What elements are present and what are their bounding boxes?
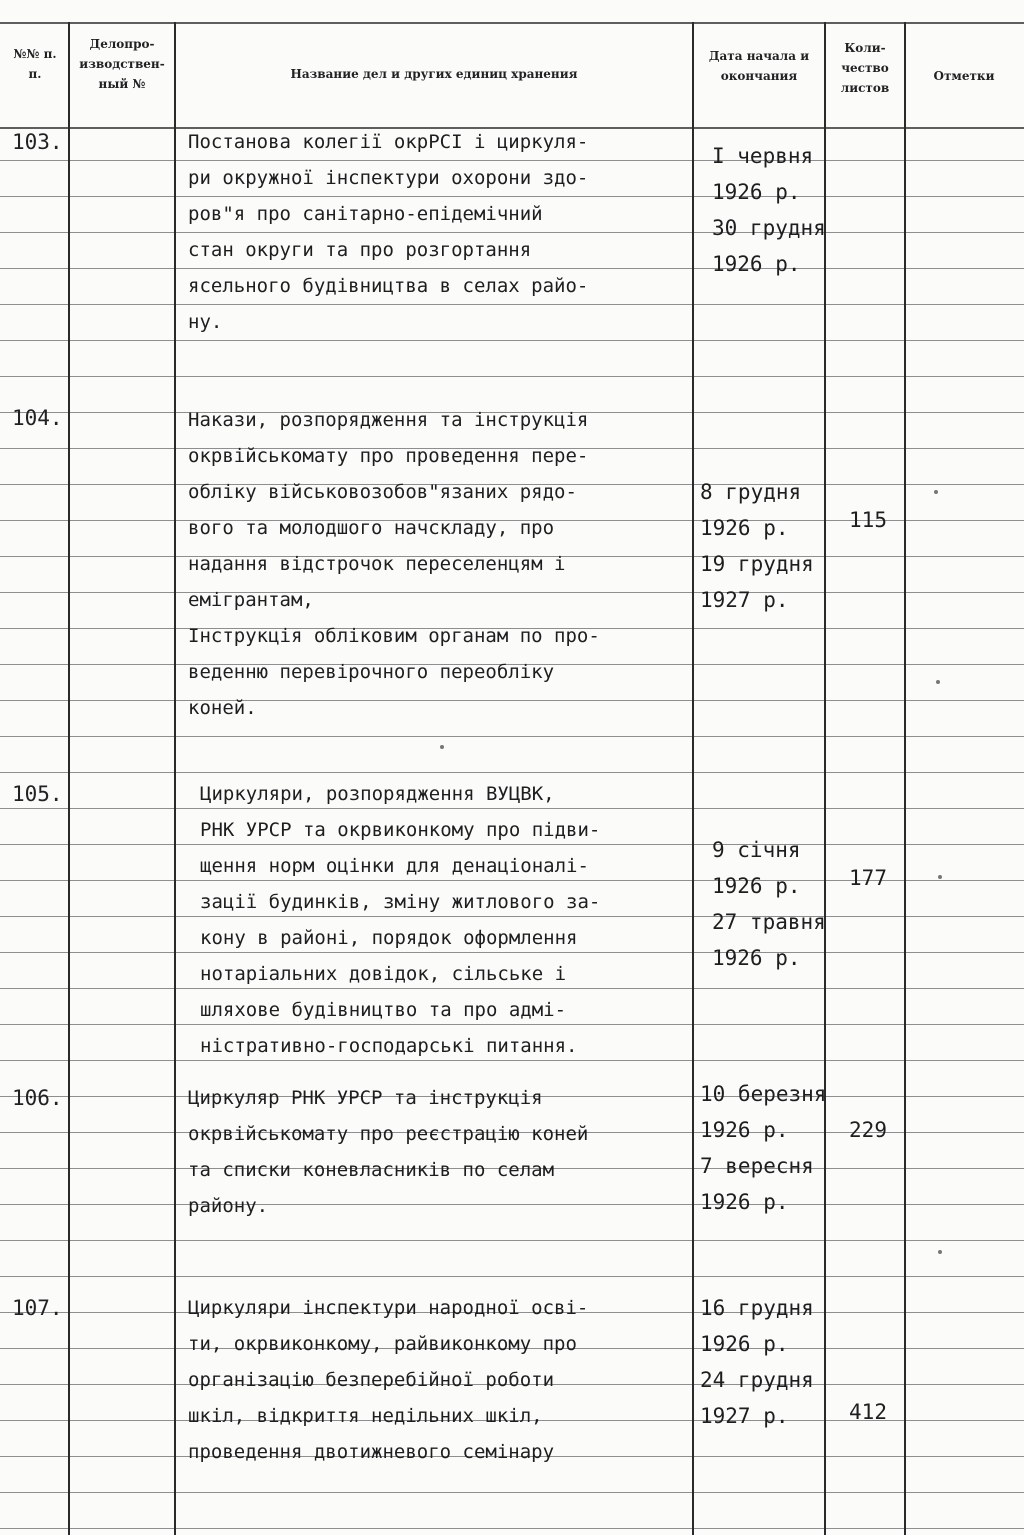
row-dates: 16 грудня 1926 р. 24 грудня 1927 р. [700,1296,814,1428]
row-number: 104. [12,406,63,430]
header-num: №№ п. п. [13,47,57,81]
row-description: Накази, розпорядження та інструкція окрвійськомату про проведення пере- обліку військовозобов"язаних рядо- вого та молодшого начскладу, про надання відстрочок переселенцям і емігрантам, Інструкція обліковим органам по про- веденню перевірочного переобліку коней. [188,409,600,719]
header-sheets: Коли-чество листов [840,41,890,95]
row-description: Постанова колегії окрРСІ і циркуля- ри окружної інспектури охорони здо- ров"я про санітарно-епідемічний стан округи та про розгортання ясельного будівництва в селах райо- ну. [188,131,589,333]
header-notes: Отметки [933,69,995,83]
header-office-number: Делопро-изводствен-ный № [79,37,165,91]
row-dates: 10 березня 1926 р. 7 вересня 1926 р. [700,1082,827,1214]
row-sheets: 115 [849,508,887,532]
row-description: Циркуляри інспектури народної осві- ти, окрвиконкому, райвиконкому про організацію безперебійної роботи шкіл, відкриття недільних шкіл, проведення двотижневого семінару [188,1297,589,1463]
row-dates: 8 грудня 1926 р. 19 грудня 1927 р. [700,480,814,612]
row-sheets: 229 [849,1118,887,1142]
row-number: 107. [12,1296,63,1320]
row-number: 105. [12,782,63,806]
row-sheets: 177 [849,866,887,890]
header-dates: Дата начала и окончания [708,49,810,83]
row-description: Циркуляри, розпорядження ВУЦВК, РНК УРСР та окрвиконкому про підви- щення норм оцінки для денаціоналі- зації будинків, зміну житлового за- кону в районі, порядок оформлення нотаріальних довідок, сільське і шляхове будівництво та про адмі- ністративно-господарські питання. [200,783,601,1057]
row-dates: 9 січня 1926 р. 27 травня 1926 р. [712,838,826,970]
row-description: Циркуляр РНК УРСР та інструкція окрвійськомату про реєстрацію коней та списки коневласників по селам району. [188,1087,589,1217]
header-title: Название дел и других единиц хранения [290,67,578,81]
row-number: 106. [12,1086,63,1110]
row-dates: I червня 1926 р. 30 грудня 1926 р. [712,144,826,276]
row-sheets: 412 [849,1400,887,1424]
row-number: 103. [12,130,63,154]
